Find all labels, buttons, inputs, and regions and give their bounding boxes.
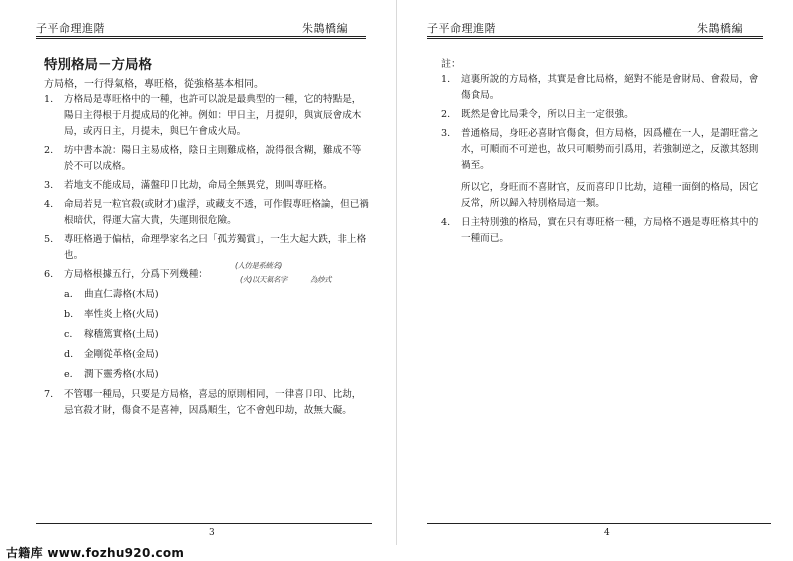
list-item: 3. 若地支不能成局，滿盤印卩比劫，命局全無異党，則叫專旺格。 [44, 180, 333, 191]
left-page-number: 3 [209, 528, 215, 538]
right-header-title: 子平命理進階 [427, 22, 496, 35]
note-item: 3. 普通格局，身旺必喜財官傷食，但方局格，因爲權在一人，是謂旺當之水，可順而不可逆也，故只可順勢而引爲用，若強制逆之，反激其怒則禍至。 所以它，身旺而不喜財官，反而喜印卩比劫，這種一面倒的格局，因它反常，所以歸入特別格局這一類。 [441, 126, 767, 212]
left-header-title: 子平命理進階 [36, 22, 105, 35]
handwritten-note: 為炒式 [310, 275, 331, 284]
right-header-author: 朱鵲橋編 [697, 22, 743, 35]
notes-heading: 註： [441, 59, 461, 70]
note-item: 2. 既然是會比局秉令，所以日主一定很強。 [441, 109, 634, 120]
note-paragraph: 所以它，身旺而不喜財官，反而喜印卩比劫，這種一面倒的格局，因它反常，所以歸入特別格局這一類。 [461, 182, 759, 209]
right-header-rule-double [427, 38, 763, 39]
left-header-author: 朱鵲橋編 [302, 22, 348, 35]
left-item-list [44, 92, 370, 422]
note-item: 4. 日主特別強的格局，實在只有專旺格一種，方局格不過是專旺格其中的一種而已。 [441, 217, 759, 244]
left-header-rule [36, 36, 366, 37]
sub-item: c. 稼穡篤實格(土局) [64, 329, 159, 340]
intro-text: 方局格，一行得氣格，專旺格，從強格基本相同。 [44, 79, 264, 90]
left-page [0, 0, 396, 545]
list-item: 1. 方格局是專旺格中的一種，也許可以說是最典型的一種，它的特點是，陽日主得根于月提成局的化神。例如：甲日主，月提卯，與寅辰會成木局，或丙日主，月提未，與巳午會成火局。 [44, 94, 362, 137]
list-item: 6. 方局格根據五行，分爲下列幾種： a. 曲直仁壽格(木局) b. 率性炎上格(火局) c. 稼穡篤實格(土局) d. 金剛從革格(金局) e. 潤下靈秀格(水局) [44, 267, 370, 383]
right-footer-rule [427, 523, 771, 524]
right-header-rule [427, 36, 763, 37]
section-title: 特別格局－方局格 [44, 57, 152, 73]
right-note-list [441, 72, 767, 250]
sub-item: e. 潤下靈秀格(水局) [64, 369, 159, 380]
left-header-rule-double [36, 38, 366, 39]
sub-item: b. 率性炎上格(火局) [64, 309, 159, 320]
right-page-number: 4 [604, 528, 610, 538]
list-item: 2. 坊中書本說：陽日主易成格，陰日主則難成格，說得很含糊，難成不等於不可以成格。 [44, 145, 362, 172]
site-watermark: 古籍库 www.fozhu920.com [6, 546, 185, 560]
list-item: 7. 不管哪一種局，只要是方局格，喜忌的原則相同，一律喜卩印、比劫，忌官殺才財，傷食不是喜神，因爲順生，它不會剋印劫，故無大礙。 [44, 389, 362, 416]
sub-item: a. 曲直仁壽格(木局) [64, 289, 159, 300]
handwritten-note: (火)以天氣名字 [240, 275, 287, 284]
list-item: 5. 專旺格過于偏枯，命理學家名之曰「孤芳獨賞」，一生大起大跌，非上格也。 [44, 234, 367, 261]
left-footer-rule [36, 523, 372, 524]
right-page [397, 0, 793, 545]
sub-item: d. 金剛從革格(金局) [64, 349, 159, 360]
note-item: 1. 這裏所說的方局格，其實是會比局格，絕對不能是會財局、會殺局，會傷食局。 [441, 74, 759, 101]
list-item: 4. 命局若見一粒官殺(或財才)虛浮，或藏支不透，可作假專旺格論，但已禍根暗伏，得運大富大貴，失運則很危險。 [44, 199, 369, 226]
handwritten-note: (人仿是系統名) [235, 261, 282, 270]
